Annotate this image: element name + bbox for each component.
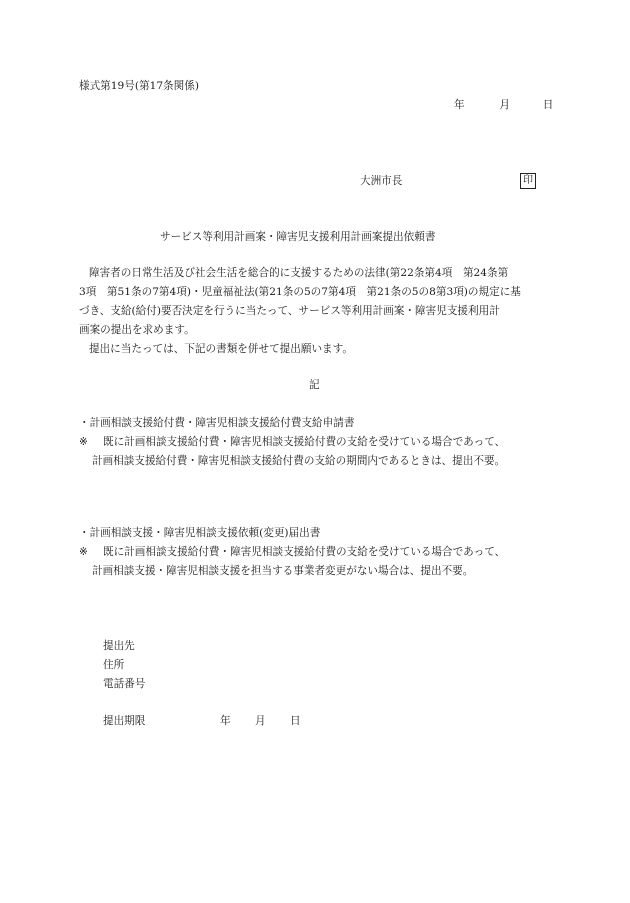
note-line: 計画相談支援給付費・障害児相談支援給付費の支給の期間内であるときは、提出不要。 [92,455,506,467]
body-line: 3項 第51条の7第4項)・児童福祉法(第21条の5の7第4項 第21条の5の8第3項)の規定に基 [79,286,521,298]
item-heading: ・計画相談支援給付費・障害児相談支援給付費支給申請書 [79,417,355,429]
note-line: 既に計画相談支援給付費・障害児相談支援給付費の支給を受けている場合であって、 [103,436,506,448]
note-line: 既に計画相談支援給付費・障害児相談支援給付費の支給を受けている場合であって、 [103,546,506,558]
header-date-month: 月 [499,99,510,111]
addressee: 大洲市長 [360,175,403,187]
deadline-day: 日 [290,715,301,727]
ki-heading: 記 [309,379,320,391]
body-line: 提出に当たっては、下記の書類を併せて提出願います。 [89,343,353,355]
header-date [454,100,553,111]
note-mark: ※ [79,436,88,448]
deadline-month: 月 [255,715,266,727]
body-line: 画案の提出を求めます。 [79,324,195,336]
note-line: 計画相談支援・障害児相談支援を担当する事業者変更がない場合は、提出不要。 [92,565,474,577]
form-number: 様式第19号(第17条関係) [79,80,199,92]
address-label: 住所 [103,659,125,671]
deadline-year: 年 [220,715,231,727]
note-mark: ※ [79,546,88,558]
seal-mark: 印 [520,173,536,189]
destination-label: 提出先 [103,640,135,652]
item-heading: ・計画相談支援・障害児相談支援依頼(変更)届出書 [79,527,321,539]
body-line: づき、支給(給付)要否決定を行うに当たって、サービス等利用計画案・障害児支援利用計 [79,305,500,317]
phone-label: 電話番号 [103,678,146,690]
body-line: 障害者の日常生活及び社会生活を総合的に支援するための法律(第22条第4項 第24条第 [89,267,509,279]
header-date-year: 年 [454,99,465,111]
header-date-day: 日 [542,99,554,111]
deadline-label: 提出期限 [103,715,146,727]
document-title: サービス等利用計画案・障害児支援利用計画案提出依頼書 [160,231,436,243]
